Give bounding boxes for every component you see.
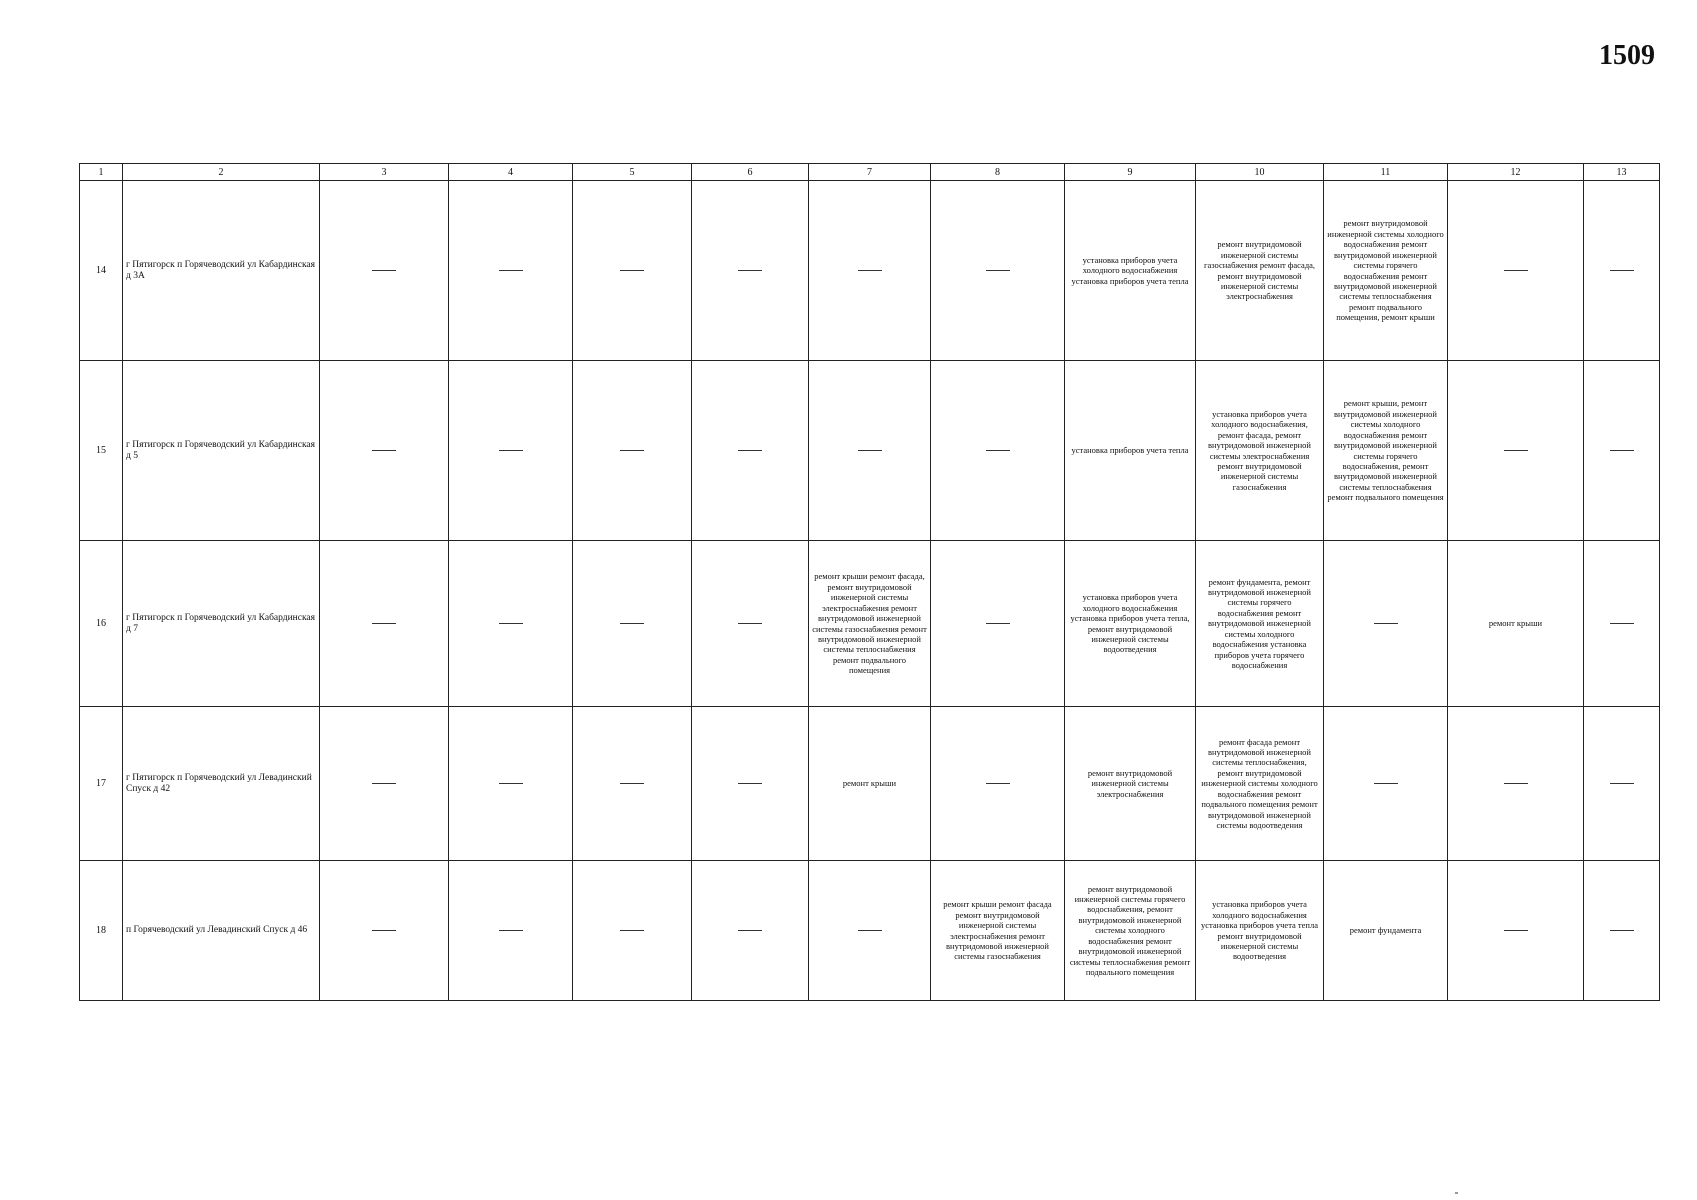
empty-cell	[1584, 181, 1660, 361]
column-number-4: 4	[449, 164, 573, 181]
column-number-9: 9	[1065, 164, 1196, 181]
work-description-cell: ремонт фасада ремонт внутридомовой инженерной системы теплоснабжения, ремонт внутридомовой инженерной системы холодного водоснабжения ремонт подвального помещения ремонт внутридомовой инженерной системы водоотведения	[1196, 707, 1324, 861]
dash-mark	[372, 930, 396, 931]
dash-mark	[986, 270, 1010, 271]
dash-mark	[1504, 930, 1528, 931]
empty-cell	[931, 361, 1065, 541]
work-description-cell: ремонт внутридомовой инженерной системы газоснабжения ремонт фасада, ремонт внутридомовой инженерной системы электроснабжения	[1196, 181, 1324, 361]
row-number: 16	[80, 541, 123, 707]
dash-mark	[1610, 270, 1634, 271]
work-description-cell: установка приборов учета тепла	[1065, 361, 1196, 541]
empty-cell	[1324, 541, 1448, 707]
empty-cell	[692, 861, 809, 1001]
dash-mark	[1504, 783, 1528, 784]
empty-cell	[320, 181, 449, 361]
dash-mark	[1374, 783, 1398, 784]
dash-mark	[620, 270, 644, 271]
row-number: 17	[80, 707, 123, 861]
column-number-8: 8	[931, 164, 1065, 181]
work-description-cell: ремонт крыши ремонт фасада ремонт внутридомовой инженерной системы электроснабжения ремонт внутридомовой инженерной системы газоснабжения	[931, 861, 1065, 1001]
empty-cell	[449, 707, 573, 861]
dash-mark	[620, 930, 644, 931]
empty-cell	[573, 361, 692, 541]
work-description-cell: ремонт внутридомовой инженерной системы холодного водоснабжения ремонт внутридомовой инженерной системы горячего водоснабжения ремонт внутридомовой инженерной системы теплоснабжения ремонт подвального помещения, ремонт крыши	[1324, 181, 1448, 361]
dash-mark	[858, 450, 882, 451]
work-description-cell: ремонт крыши	[809, 707, 931, 861]
dash-mark	[986, 623, 1010, 624]
work-description-cell: установка приборов учета холодного водоснабжения установка приборов учета тепла, ремонт внутридомовой инженерной системы водоотведения	[1065, 541, 1196, 707]
dash-mark	[738, 623, 762, 624]
dash-mark	[499, 930, 523, 931]
dash-mark	[499, 623, 523, 624]
dash-mark	[1610, 623, 1634, 624]
row-number: 14	[80, 181, 123, 361]
work-description-cell: установка приборов учета холодного водоснабжения, ремонт фасада, ремонт внутридомовой инженерной системы электроснабжения ремонт внутридомовой инженерной системы газоснабжения	[1196, 361, 1324, 541]
dash-mark	[372, 623, 396, 624]
address-cell: г Пятигорск п Горячеводский ул Кабардинская д 7	[123, 541, 320, 707]
scan-artifact	[1455, 1192, 1458, 1194]
work-description-cell: ремонт крыши ремонт фасада, ремонт внутридомовой инженерной системы электроснабжения ремонт внутридомовой инженерной системы газоснабжения ремонт внутридомовой инженерной системы теплоснабжения ремонт подвального помещения	[809, 541, 931, 707]
dash-mark	[499, 270, 523, 271]
empty-cell	[931, 707, 1065, 861]
column-number-7: 7	[809, 164, 931, 181]
column-number-1: 1	[80, 164, 123, 181]
empty-cell	[573, 861, 692, 1001]
column-number-5: 5	[573, 164, 692, 181]
work-description-cell: ремонт фундамента, ремонт внутридомовой инженерной системы горячего водоснабжения ремонт внутридомовой инженерной системы холодного водоснабжения установка приборов учета горячего водоснабжения	[1196, 541, 1324, 707]
empty-cell	[1584, 707, 1660, 861]
dash-mark	[738, 783, 762, 784]
dash-mark	[1610, 930, 1634, 931]
empty-cell	[1324, 707, 1448, 861]
dash-mark	[372, 783, 396, 784]
table-row	[80, 707, 1660, 861]
dash-mark	[1610, 450, 1634, 451]
dash-mark	[986, 450, 1010, 451]
empty-cell	[931, 541, 1065, 707]
repair-schedule-table	[79, 163, 1660, 1001]
column-number-2: 2	[123, 164, 320, 181]
dash-mark	[620, 623, 644, 624]
row-number: 15	[80, 361, 123, 541]
work-description-cell: ремонт внутридомовой инженерной системы горячего водоснабжения, ремонт внутридомовой инженерной системы холодного водоснабжения ремонт внутридомовой инженерной системы теплоснабжения ремонт подвального помещения	[1065, 861, 1196, 1001]
empty-cell	[692, 181, 809, 361]
empty-cell	[1448, 361, 1584, 541]
empty-cell	[320, 861, 449, 1001]
empty-cell	[1584, 541, 1660, 707]
column-number-6: 6	[692, 164, 809, 181]
empty-cell	[320, 707, 449, 861]
dash-mark	[738, 270, 762, 271]
empty-cell	[449, 181, 573, 361]
work-description-cell: установка приборов учета холодного водоснабжения установка приборов учета тепла	[1065, 181, 1196, 361]
dash-mark	[738, 450, 762, 451]
column-number-13: 13	[1584, 164, 1660, 181]
dash-mark	[858, 270, 882, 271]
empty-cell	[320, 541, 449, 707]
work-description-cell: ремонт фундамента	[1324, 861, 1448, 1001]
empty-cell	[320, 361, 449, 541]
column-number-12: 12	[1448, 164, 1584, 181]
empty-cell	[1448, 707, 1584, 861]
empty-cell	[449, 861, 573, 1001]
empty-cell	[809, 181, 931, 361]
empty-cell	[809, 861, 931, 1001]
table-row	[80, 861, 1660, 1001]
column-number-row	[80, 164, 1660, 181]
work-description-cell: ремонт внутридомовой инженерной системы электроснабжения	[1065, 707, 1196, 861]
empty-cell	[1584, 861, 1660, 1001]
column-number-11: 11	[1324, 164, 1448, 181]
dash-mark	[858, 930, 882, 931]
work-description-cell: установка приборов учета холодного водоснабжения установка приборов учета тепла ремонт внутридомовой инженерной системы водоотведения	[1196, 861, 1324, 1001]
empty-cell	[931, 181, 1065, 361]
dash-mark	[1504, 270, 1528, 271]
dash-mark	[499, 450, 523, 451]
table-row	[80, 541, 1660, 707]
dash-mark	[372, 450, 396, 451]
address-cell: п Горячеводский ул Левадинский Спуск д 46	[123, 861, 320, 1001]
dash-mark	[738, 930, 762, 931]
address-cell: г Пятигорск п Горячеводский ул Кабардинская д 3А	[123, 181, 320, 361]
page-number: 1509	[1599, 40, 1655, 71]
dash-mark	[620, 783, 644, 784]
empty-cell	[1584, 361, 1660, 541]
empty-cell	[1448, 181, 1584, 361]
empty-cell	[573, 707, 692, 861]
dash-mark	[1504, 450, 1528, 451]
dash-mark	[1610, 783, 1634, 784]
empty-cell	[692, 707, 809, 861]
dash-mark	[620, 450, 644, 451]
work-description-cell: ремонт крыши, ремонт внутридомовой инженерной системы холодного водоснабжения ремонт внутридомовой инженерной системы горячего водоснабжения, ремонт внутридомовой инженерной системы теплоснабжения ремонт подвального помещения	[1324, 361, 1448, 541]
column-number-10: 10	[1196, 164, 1324, 181]
empty-cell	[573, 541, 692, 707]
table-row	[80, 181, 1660, 361]
address-cell: г Пятигорск п Горячеводский ул Левадинский Спуск д 42	[123, 707, 320, 861]
table-row	[80, 361, 1660, 541]
work-description-cell: ремонт крыши	[1448, 541, 1584, 707]
column-number-3: 3	[320, 164, 449, 181]
dash-mark	[372, 270, 396, 271]
empty-cell	[449, 541, 573, 707]
dash-mark	[986, 783, 1010, 784]
empty-cell	[692, 361, 809, 541]
empty-cell	[573, 181, 692, 361]
dash-mark	[1374, 623, 1398, 624]
empty-cell	[692, 541, 809, 707]
table-body	[80, 181, 1660, 1001]
empty-cell	[449, 361, 573, 541]
dash-mark	[499, 783, 523, 784]
address-cell: г Пятигорск п Горячеводский ул Кабардинская д 5	[123, 361, 320, 541]
empty-cell	[809, 361, 931, 541]
row-number: 18	[80, 861, 123, 1001]
empty-cell	[1448, 861, 1584, 1001]
